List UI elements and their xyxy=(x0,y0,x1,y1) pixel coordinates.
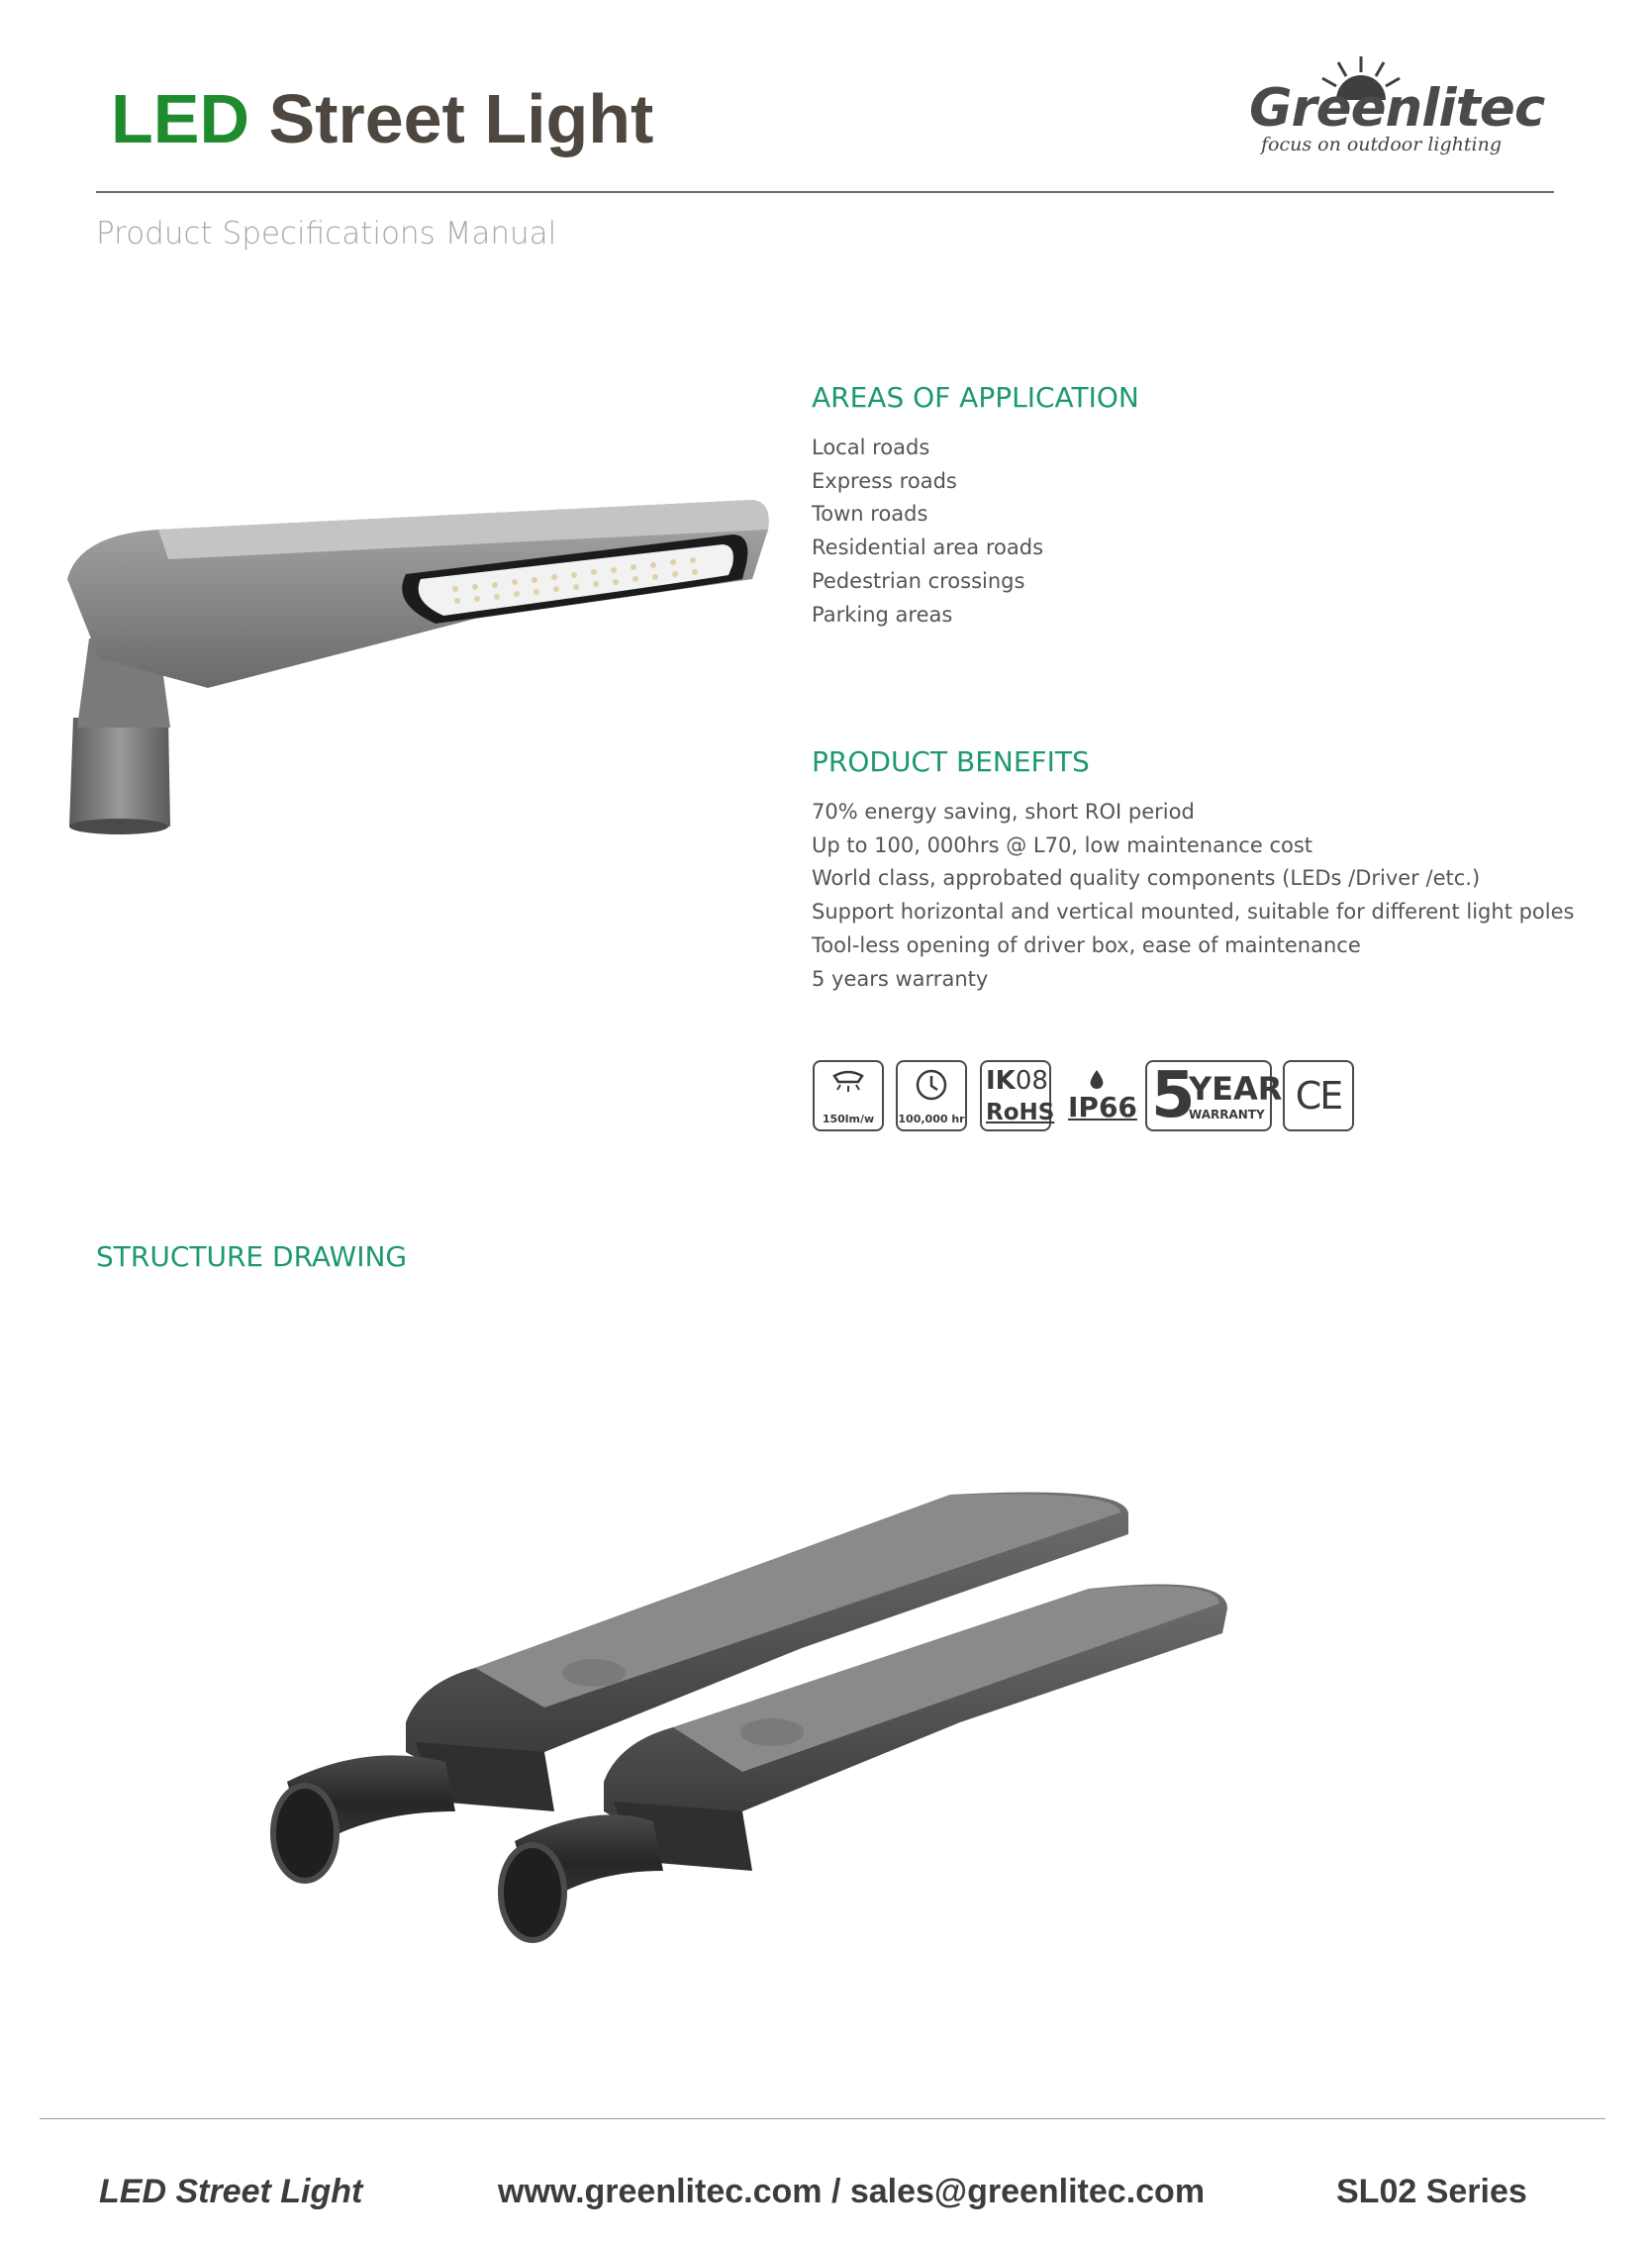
lifetime-badge xyxy=(896,1060,967,1131)
ik-rohs-badge xyxy=(980,1060,1055,1131)
warranty-badge xyxy=(1145,1059,1283,1132)
street-light-product-image xyxy=(59,490,772,846)
water-drop-icon xyxy=(1088,1069,1106,1091)
list-item: Up to 100, 000hrs @ L70, low maintenance cost xyxy=(812,832,1313,857)
title-led: LED xyxy=(111,80,249,157)
list-item: Express roads xyxy=(812,468,957,493)
areas-of-application-heading: AREAS OF APPLICATION xyxy=(812,381,1139,414)
product-benefits-list xyxy=(812,796,1574,996)
ce-badge xyxy=(1283,1060,1354,1131)
title-street-light: Street Light xyxy=(268,80,654,157)
logo-wordmark: Greenlitec xyxy=(1249,78,1545,139)
ip-rating-badge xyxy=(1064,1067,1137,1132)
warranty-number: 5 xyxy=(1151,1059,1196,1132)
footer-series: SL02 Series xyxy=(1336,2173,1527,2210)
efficacy-badge xyxy=(813,1060,884,1131)
efficacy-value: 150lm/w xyxy=(822,1113,875,1125)
company-logo xyxy=(1249,54,1546,163)
areas-of-application-list xyxy=(812,432,1043,632)
product-benefits-heading: PRODUCT BENEFITS xyxy=(812,745,1090,778)
logo-tagline: focus on outdoor lighting xyxy=(1261,134,1502,155)
ip-value: IP66 xyxy=(1068,1091,1137,1123)
clock-icon xyxy=(914,1067,949,1103)
list-item: World class, approbated quality components (LEDs /Driver /etc.) xyxy=(812,866,1481,891)
header-divider xyxy=(96,191,1554,193)
page-title xyxy=(111,79,653,158)
footer-divider xyxy=(40,2118,1605,2119)
list-item: 5 years warranty xyxy=(812,966,989,991)
ik-rating xyxy=(986,1066,1048,1096)
lifetime-value: 100,000 hr xyxy=(898,1113,965,1125)
ik-prefix: IK xyxy=(986,1066,1016,1096)
ik-number: 08 xyxy=(1015,1066,1048,1096)
ce-mark: CE xyxy=(1295,1074,1342,1118)
list-item: Tool-less opening of driver box, ease of maintenance xyxy=(812,932,1361,957)
list-item: 70% energy saving, short ROI period xyxy=(812,800,1195,824)
list-item: Town roads xyxy=(812,502,928,527)
footer-product-name: LED Street Light xyxy=(99,2173,363,2210)
structure-drawing-image xyxy=(247,1485,1237,1999)
rohs-label: RoHS xyxy=(986,1100,1055,1125)
list-item: Pedestrian crossings xyxy=(812,568,1025,593)
document-subtitle: Product Specifications Manual xyxy=(96,216,557,251)
lamp-icon xyxy=(828,1068,868,1102)
warranty-text: WARRANTY xyxy=(1189,1108,1265,1121)
footer-contact: www.greenlitec.com / sales@greenlitec.com xyxy=(498,2173,1206,2210)
list-item: Local roads xyxy=(812,436,930,459)
list-item: Parking areas xyxy=(812,602,953,627)
warranty-unit: YEAR xyxy=(1189,1070,1283,1108)
list-item: Support horizontal and vertical mounted, suitable for different light poles xyxy=(812,900,1575,925)
list-item: Residential area roads xyxy=(812,536,1044,560)
structure-drawing-heading: STRUCTURE DRAWING xyxy=(96,1240,408,1273)
